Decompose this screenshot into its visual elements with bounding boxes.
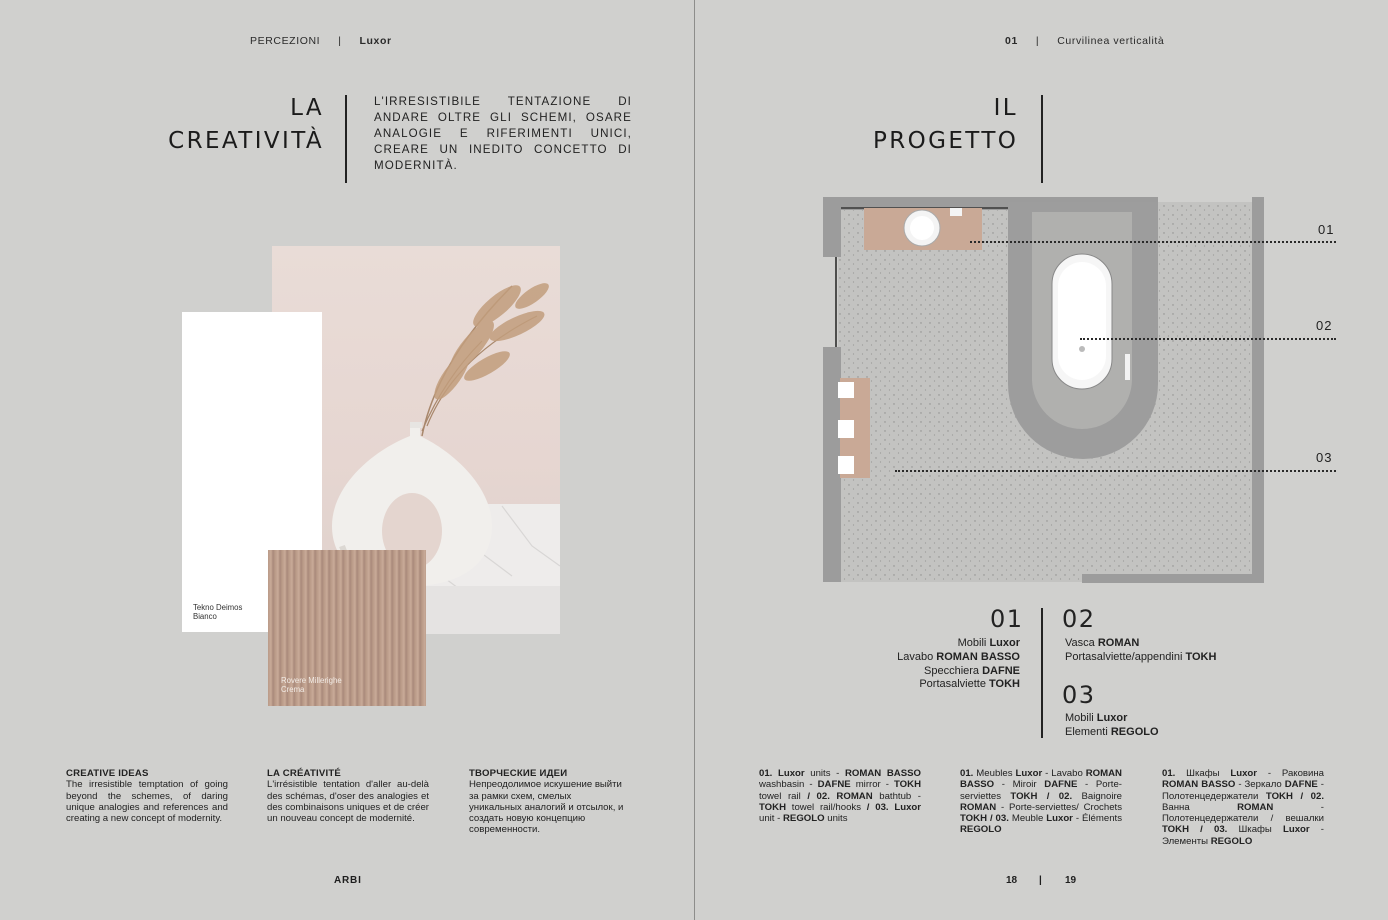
title-right-line-1: IL <box>993 95 1018 121</box>
legend-01-item-3: Specchiera DAFNE <box>924 664 1020 677</box>
column-heading-en: CREATIVE IDEAS <box>66 768 149 779</box>
legend-number-03: 03 <box>1062 681 1096 709</box>
product-text-run: towel rail/hooks <box>786 801 867 813</box>
product-text-run: bathtub - <box>872 790 921 802</box>
legend-02-item-1: Vasca ROMAN <box>1065 637 1140 649</box>
floor-plan-drawing <box>820 194 1270 589</box>
swatch-label-wood-line2: Crema <box>281 685 305 694</box>
product-text-run: - Полотенцедержатели <box>1162 779 1324 802</box>
footer-brand: ARBI <box>334 875 362 886</box>
product-text-run: Meuble <box>1008 813 1047 825</box>
product-text-run: Luxor <box>1046 813 1073 825</box>
product-text-run: DAFNE <box>1284 779 1318 791</box>
page-title-right-text <box>873 92 1023 158</box>
swatch-label-white <box>193 603 242 621</box>
legend-number-02: 02 <box>1062 605 1096 633</box>
product-column-ru <box>1162 768 1324 847</box>
product-text-run: / 02. ROMAN <box>807 790 873 802</box>
column-body-en: The irresistible temptation of going beyond the schemes, of daring unique analogies and references and creating a new concept of modernity. <box>66 779 228 825</box>
marker-01: 01 <box>1318 222 1335 237</box>
legend-03-item-2: Elementi REGOLO <box>1065 725 1159 738</box>
product-text-run: towel rail <box>759 790 808 802</box>
running-head-right <box>1005 35 1164 47</box>
product-text-run: - Porte-serviettes <box>960 779 1122 802</box>
chapter-title: Curvilinea verticalità <box>1057 35 1165 47</box>
product-text-run: 01. <box>1162 768 1176 779</box>
page-spine <box>694 0 695 920</box>
product-text-run: washbasin - <box>759 779 818 791</box>
marker-line-03 <box>895 470 1336 472</box>
swatch-label-wood <box>281 676 342 694</box>
title-line-2: CREATIVITÀ <box>168 128 324 154</box>
legend-list-02 <box>1065 637 1216 665</box>
marker-line-02 <box>1080 338 1336 340</box>
page-number-left: 18 <box>1006 875 1018 886</box>
running-head-separator: | <box>338 35 342 47</box>
page-title-left <box>168 92 324 158</box>
running-head-left <box>250 35 392 47</box>
product-text-run: units - <box>804 768 845 779</box>
product-text-run: Шкафы <box>1227 824 1283 836</box>
text-column-ru <box>469 768 624 836</box>
floor-plan <box>820 194 1270 594</box>
legend-01-item-1: Mobili Luxor <box>957 637 1020 649</box>
legend-02-item-2: Portasalviette/appendini TOKH <box>1065 650 1217 663</box>
legend-number-01: 01 <box>990 605 1024 633</box>
product-text-run: unit - <box>759 813 783 825</box>
product-text-run: - Зеркало <box>1235 779 1285 791</box>
product-text-run: - Miroir <box>994 779 1045 791</box>
marker-line-01 <box>970 241 1336 243</box>
page-number-separator: | <box>1039 875 1042 886</box>
marker-02: 02 <box>1316 318 1333 333</box>
product-text-run: - Éléments <box>1072 813 1122 825</box>
product-text-run: Baignoire <box>1072 790 1122 802</box>
product-text-run: TOKH / 03. <box>1162 824 1228 836</box>
product-text-run: units <box>824 813 848 825</box>
product-column-fr <box>960 768 1122 836</box>
product-text-run: Luxor <box>1015 768 1043 779</box>
title-divider <box>345 95 347 183</box>
legend-01-item-2: Lavabo ROMAN BASSO <box>897 650 1020 663</box>
product-text-run: DAFNE <box>817 779 851 791</box>
product-text-run: Luxor <box>777 768 805 779</box>
column-body-fr: L'irrésistible tentation d'aller au-delà des schémas, d'oser des analogies et des combinaisons uniques et de créer un nouveau concept de modernité. <box>267 779 429 825</box>
product-text-run: REGOLO <box>1210 835 1253 847</box>
product-text-run: ROMAN BASSO <box>1162 779 1236 791</box>
text-column-en <box>66 768 228 824</box>
product-text-run: Шкафы <box>1175 768 1231 779</box>
swatch-label-white-line1: Tekno Deimos <box>193 603 243 612</box>
legend-list-03 <box>1065 712 1159 740</box>
section-name: PERCEZIONI <box>250 35 321 47</box>
column-body-ru: Непреодолимое искушение выйти за рамки схем, смелых уникальных аналогий и отсылок, и создать новую концепцию современности. <box>469 779 624 836</box>
product-text-run: Luxor <box>1282 824 1310 836</box>
swatch-label-wood-line1: Rovere Millerighe <box>281 676 342 685</box>
product-text-run: Meubles <box>973 768 1016 779</box>
title-divider-right <box>1041 95 1043 183</box>
product-text-run: TOKH / 03. <box>960 813 1009 825</box>
legend-01-item-4: Portasalviette TOKH <box>919 678 1020 691</box>
product-text-run: ROMAN BASSO <box>844 768 921 779</box>
running-head-separator-right: | <box>1035 35 1040 47</box>
product-text-run: TOKH / 02. <box>1010 790 1073 802</box>
swatch-label-white-line2: Bianco <box>193 612 217 621</box>
product-text-run: REGOLO <box>960 824 1002 836</box>
product-text-run: DAFNE <box>1044 779 1078 791</box>
product-text-run: ROMAN <box>1237 801 1274 813</box>
product-text-run: ROMAN <box>960 801 997 813</box>
marker-03: 03 <box>1316 450 1333 465</box>
collection-name: Luxor <box>359 35 392 47</box>
product-text-run: REGOLO <box>783 813 825 825</box>
product-text-run: Ванна <box>1162 801 1238 813</box>
text-column-fr <box>267 768 429 824</box>
intro-text: L'IRRESISTIBILE TENTAZIONE DI ANDARE OLTRE GLI SCHEMI, OSARE ANALOGIE E RIFERIMENTI UNICI, CREARE UN INEDITO CONCETTO DI MODERNITÀ. <box>374 95 632 172</box>
product-text-run: - Полотенцедержатели / вешалки <box>1162 801 1324 825</box>
product-text-run: - Раковина <box>1257 768 1325 779</box>
product-text-run: TOKH <box>894 779 922 791</box>
product-column-en <box>759 768 921 824</box>
product-text-run: TOKH / 02. <box>1265 790 1324 802</box>
page-number-right: 19 <box>1065 875 1077 886</box>
title-right-line-2: PROGETTO <box>873 128 1019 154</box>
product-text-run: - Элементы <box>1162 824 1324 847</box>
legend-03-item-1: Mobili Luxor <box>1065 712 1128 724</box>
title-line-1: LA <box>290 95 324 121</box>
product-text-run: / 03. Luxor <box>866 801 921 813</box>
product-text-run: mirror - <box>850 779 894 791</box>
legend-list-01 <box>897 637 1020 692</box>
product-text-run: ROMAN BASSO <box>960 768 1122 791</box>
chapter-number: 01 <box>1005 35 1018 47</box>
product-text-run: TOKH <box>759 801 787 813</box>
column-heading-fr: LA CRÉATIVITÉ <box>267 768 342 779</box>
legend-divider <box>1041 608 1043 738</box>
product-text-run: 01. <box>960 768 974 779</box>
product-text-run: 01. <box>759 768 778 779</box>
column-heading-ru: ТВОРЧЕСКИЕ ИДЕИ <box>469 768 568 779</box>
product-text-run: Luxor <box>1230 768 1257 779</box>
product-text-run: - Lavabo <box>1042 768 1086 779</box>
product-text-run: - Porte-serviettes/ Crochets <box>996 801 1122 813</box>
